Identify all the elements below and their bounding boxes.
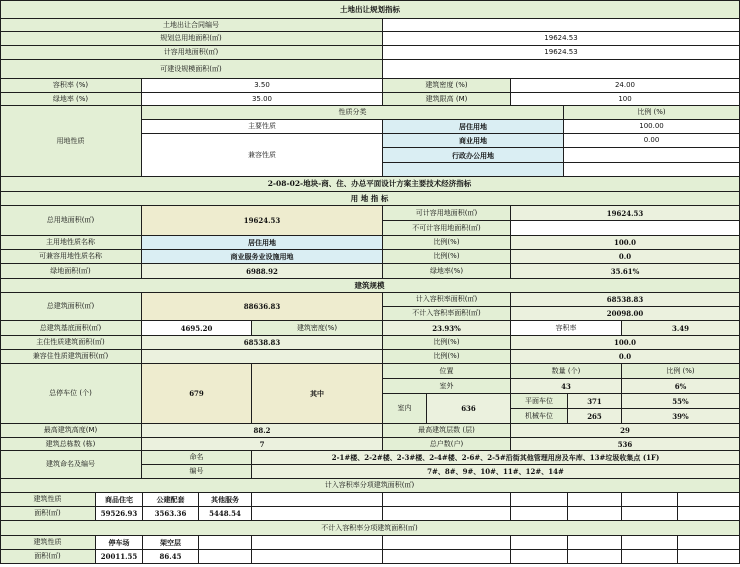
nonfar-empty-cell[interactable] (678, 536, 740, 550)
far-item-name-2: 公建配套 (143, 493, 199, 507)
admin-ratio[interactable] (564, 148, 740, 163)
main-build-value[interactable]: 68538.83 (142, 336, 383, 350)
far-empty-cell[interactable] (511, 507, 568, 521)
section4-title: 不计入容积率分项建筑面积(㎡) (0, 521, 740, 536)
nonfar-empty-cell[interactable] (383, 550, 511, 564)
nonfar-item-name-1: 停车场 (96, 536, 143, 550)
ratio-value-1[interactable]: 100.0 (511, 236, 740, 250)
section3-title: 计入容积率分项建筑面积(㎡) (0, 479, 740, 493)
extra-ratio-cell[interactable] (564, 163, 740, 177)
mech-ratio[interactable]: 39% (622, 409, 740, 424)
extra-nature-cell[interactable] (383, 163, 564, 177)
far-empty-cell[interactable] (568, 507, 622, 521)
height-limit-value[interactable]: 100 (511, 93, 740, 106)
outdoor-ratio[interactable]: 6% (622, 379, 740, 394)
ratio-label-3: 比例(%) (383, 336, 511, 350)
parking-ratio-label: 比例 (%) (622, 364, 740, 379)
nonfar-empty-cell[interactable] (678, 550, 740, 564)
nonfar-nature-label: 建筑性质 (0, 536, 96, 550)
indoor-label: 室内 (383, 394, 427, 424)
compat-build-label: 兼容住性质建筑面积(㎡) (0, 350, 142, 364)
planned-land-area-value[interactable]: 19624.53 (383, 32, 740, 46)
ratio-value-4[interactable]: 0.0 (511, 350, 740, 364)
nonfar-empty-cell[interactable] (568, 550, 622, 564)
indoor-count[interactable]: 636 (427, 394, 511, 424)
density-label: 建筑密度 (%) (383, 79, 511, 93)
far-empty-cell[interactable] (511, 493, 568, 507)
total-build-value[interactable]: 88636.83 (142, 293, 383, 321)
green-area-value[interactable]: 6988.92 (142, 264, 383, 279)
compat-nature-name[interactable]: 商业服务业设施用地 (142, 250, 383, 264)
main-nature-ratio[interactable]: 100.00 (564, 120, 740, 134)
far-empty-cell[interactable] (252, 493, 383, 507)
nonfar-empty-cell[interactable] (252, 550, 383, 564)
main-nature-value[interactable]: 居住用地 (383, 120, 564, 134)
green-area-label: 绿地面积(㎡) (0, 264, 142, 279)
sheet-left-border (0, 0, 1, 564)
far-empty-cell[interactable] (252, 507, 383, 521)
nonfar-area-value[interactable]: 20098.00 (511, 307, 740, 321)
nonfar-empty-cell[interactable] (252, 536, 383, 550)
far-empty-cell[interactable] (678, 507, 740, 521)
nonfar-empty-cell[interactable] (511, 550, 568, 564)
max-height-label: 最高建筑高度(M) (0, 424, 142, 438)
noncalc-land-value[interactable] (511, 221, 740, 236)
total-build-label: 总建筑面积(㎡) (0, 293, 142, 321)
nonfar-empty-cell[interactable] (622, 550, 678, 564)
admin-label[interactable]: 行政办公用地 (383, 148, 564, 163)
far-item-value-1[interactable]: 59526.93 (96, 507, 143, 521)
main-nature-name[interactable]: 居住用地 (142, 236, 383, 250)
flat-count[interactable]: 371 (568, 394, 622, 409)
households-value[interactable]: 536 (511, 438, 740, 451)
nonfar-empty-cell[interactable] (568, 536, 622, 550)
number-value[interactable]: 7#、8#、9#、10#、11#、12#、14# (252, 465, 740, 479)
name-label: 命名 (142, 451, 252, 465)
compat-nature-name-label: 可兼容用地性质名称 (0, 250, 142, 264)
nonfar-area-label: 不计入容积率面积(㎡) (383, 307, 511, 321)
base-area-value[interactable]: 4695.20 (142, 321, 252, 336)
far-empty-cell[interactable] (383, 507, 511, 521)
height-limit-label: 建筑限高 (M) (383, 93, 511, 106)
far-empty-cell[interactable] (678, 493, 740, 507)
far-item-value-2[interactable]: 3563.36 (143, 507, 199, 521)
density-value[interactable]: 24.00 (511, 79, 740, 93)
nonfar-area-row-label: 面积(㎡) (0, 550, 96, 564)
buildable-area-value[interactable] (383, 60, 740, 79)
green-rate-value[interactable]: 35.61% (511, 264, 740, 279)
far-area-label: 计入容积率面积(㎡) (383, 293, 511, 307)
parking-of-which: 其中 (252, 364, 383, 424)
green-value[interactable]: 35.00 (142, 93, 383, 106)
mech-count[interactable]: 265 (568, 409, 622, 424)
far-empty-cell[interactable] (568, 493, 622, 507)
nonfar-empty-cell[interactable] (199, 550, 252, 564)
far-empty-cell[interactable] (622, 507, 678, 521)
naming-label: 建筑命名及编号 (0, 451, 142, 479)
households-label: 总户数(户) (383, 438, 511, 451)
planned-land-area-label: 规划总用地面积(㎡) (0, 32, 383, 46)
name-value[interactable]: 2-1#楼、2-2#楼、2-3#楼、2-4#楼、2-6#、2-5#沿街其他管理用房及车库、13#垃圾收集点 (1F) (252, 451, 740, 465)
nonfar-empty-cell[interactable] (511, 536, 568, 550)
total-land-value[interactable]: 19624.53 (142, 206, 383, 236)
nonfar-empty-cell[interactable] (199, 536, 252, 550)
far-area-row-label: 面积(㎡) (0, 507, 96, 521)
ratio-label-1: 比例(%) (383, 236, 511, 250)
far-item-name-3: 其他服务 (199, 493, 252, 507)
section1-title: 土地出让规划指标 (0, 0, 740, 19)
count-label: 数量 (个) (511, 364, 622, 379)
far-empty-cell[interactable] (383, 493, 511, 507)
nonfar-item-value-1[interactable]: 20011.55 (96, 550, 143, 564)
nonfar-empty-cell[interactable] (383, 536, 511, 550)
calc-land-area-value[interactable]: 19624.53 (383, 46, 740, 60)
far-nature-label: 建筑性质 (0, 493, 96, 507)
main-build-label: 主住性质建筑面积(㎡) (0, 336, 142, 350)
section2-title: 2-08-02-地块-商、住、办总平面设计方案主要技术经济指标 (0, 177, 740, 192)
land-indicators-header: 用 地 指 标 (0, 192, 740, 206)
base-area-label: 总建筑基底面积(㎡) (0, 321, 142, 336)
flat-ratio[interactable]: 55% (622, 394, 740, 409)
commercial-ratio[interactable]: 0.00 (564, 134, 740, 148)
landuse-class-label: 性质分类 (142, 106, 564, 120)
calc-land-area-label: 计容用地面积(㎡) (0, 46, 383, 60)
mech-label: 机械车位 (511, 409, 568, 424)
far-value[interactable]: 3.50 (142, 79, 383, 93)
density-label-2: 建筑密度(%) (252, 321, 383, 336)
nonfar-item-name-2: 架空层 (143, 536, 199, 550)
nonfar-empty-cell[interactable] (622, 536, 678, 550)
max-height-value[interactable]: 88.2 (142, 424, 383, 438)
buildable-area-label: 可建设规模面积(㎡) (0, 60, 383, 79)
landuse-label: 用地性质 (0, 106, 142, 177)
noncalc-land-label: 不可计容用地面积(㎡) (383, 221, 511, 236)
ratio-value-2[interactable]: 0.0 (511, 250, 740, 264)
landuse-ratio-label: 比例 (%) (564, 106, 740, 120)
far-empty-cell[interactable] (622, 493, 678, 507)
calc-land-label: 可计容用地面积(㎡) (383, 206, 511, 221)
parking-value[interactable]: 679 (142, 364, 252, 424)
far-item-name-1: 商品住宅 (96, 493, 143, 507)
green-rate-label: 绿地率(%) (383, 264, 511, 279)
secondary-nature-label: 兼容性质 (142, 134, 383, 177)
green-label: 绿地率 (%) (0, 93, 142, 106)
main-nature-name-label: 主用地性质名称 (0, 236, 142, 250)
ratio-label-4: 比例(%) (383, 350, 511, 364)
ratio-label-2: 比例(%) (383, 250, 511, 264)
max-floors-value[interactable]: 29 (511, 424, 740, 438)
build-scale-header: 建筑规模 (0, 279, 740, 293)
far-item-value-3[interactable]: 5448.54 (199, 507, 252, 521)
far-value-2[interactable]: 3.49 (622, 321, 740, 336)
flat-label: 平面车位 (511, 394, 568, 409)
parking-label: 总停车位 (个) (0, 364, 142, 424)
compat-build-value[interactable] (142, 350, 383, 364)
contract-no-label: 土地出让合同编号 (0, 19, 383, 32)
far-label: 容积率 (%) (0, 79, 142, 93)
location-label: 位置 (383, 364, 511, 379)
commercial-label[interactable]: 商业用地 (383, 134, 564, 148)
far-label-2: 容积率 (511, 321, 622, 336)
max-floors-label: 最高建筑层数 (层) (383, 424, 511, 438)
density-value-2[interactable]: 23.93% (383, 321, 511, 336)
far-area-value[interactable]: 68538.83 (511, 293, 740, 307)
ratio-value-3[interactable]: 100.0 (511, 336, 740, 350)
main-nature-label: 主要性质 (142, 120, 383, 134)
contract-no-value[interactable] (383, 19, 740, 32)
calc-land-value[interactable]: 19624.53 (511, 206, 740, 221)
number-label: 编号 (142, 465, 252, 479)
total-land-label: 总用地面积(㎡) (0, 206, 142, 236)
nonfar-item-value-2[interactable]: 86.45 (143, 550, 199, 564)
outdoor-count[interactable]: 43 (511, 379, 622, 394)
bldg-count-label: 建筑总栋数 (栋) (0, 438, 142, 451)
outdoor-label: 室外 (383, 379, 511, 394)
bldg-count-value[interactable]: 7 (142, 438, 383, 451)
